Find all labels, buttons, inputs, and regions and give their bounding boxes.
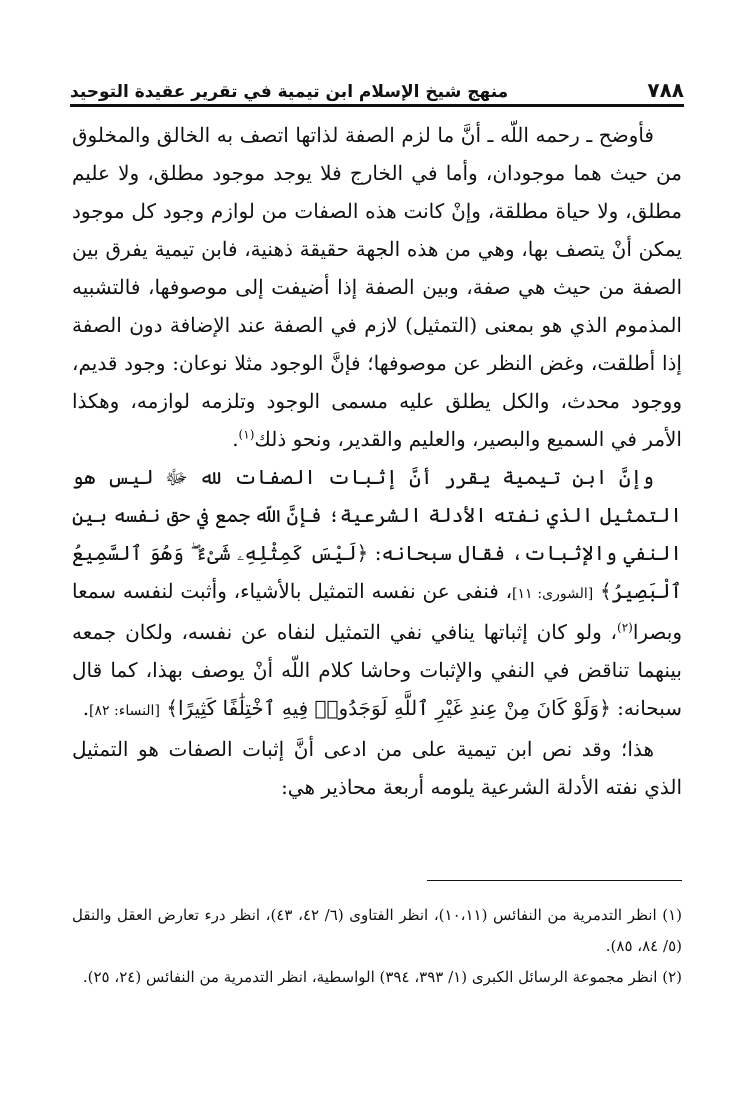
quran-verse-nisa: ﴿وَلَوْ كَانَ مِنْ عِندِ غَيْرِ ٱللَّهِ لَوَجَدُوا۟ فِيهِ ٱخْتِلَٰفًا كَثِيرًا﴾ bbox=[166, 696, 611, 720]
paragraph-1-end: . bbox=[232, 427, 239, 451]
paragraph-1-text: فأوضح ـ رحمه اللّه ـ أنَّ ما لزم الصفة لذاتها اتصف به الخالق والمخلوق من حيث هما موجودان، وأما في الخارج فلا يوجد موجود مطلق، ولا عليم مطلق، ولا حياة مطلقة، وإنْ كانت هذه الصفات من لوازم وجود كل موجود يمكن أنْ يتصف بها، وهي من هذه الجهة حقيقة ذهنية، فابن تيمية يفرق بين الصفة من حيث هي صفة، وبين الصفة إذا أضيفت إلى موصوفها، فالتشبيه المذموم الذي هو بمعنى (التمثيل) لازم في الصفة عند الإضافة دون الصفة إذا أطلقت، وغض النظر عن موصوفها؛ فإنَّ الوجود مثلا نوعان: وجود قديم، ووجود محدث، والكل يطلق عليه مسمى الوجود وتلزمه لوازمه، وهكذا الأمر في السميع والبصير، والعليم والقدير، ونحو ذلك bbox=[72, 123, 683, 451]
footnote-1: (١) انظر التدمرية من النفائس (١٠،١١)، انظر الفتاوى (٦/ ٤٢، ٤٣)، انظر درء تعارض العقل والنقل (٥/ ٨٤، ٨٥). bbox=[72, 906, 683, 955]
footnote-marker-2: (٢) bbox=[617, 620, 633, 635]
paragraph-2-end: . bbox=[82, 696, 90, 720]
verse-reference-shura: [الشورى: ١١] bbox=[512, 586, 594, 602]
paragraph-2-text-b: ، فنفى عن نفسه التمثيل بالأشياء، وأثبت لنفسه سمعا وبصرا bbox=[72, 579, 682, 644]
paragraph-1 bbox=[72, 116, 682, 458]
page-number: ٧٨٨ bbox=[647, 78, 684, 102]
paragraph-2-text-a: وإنَّ ابن تيمية يقرر أنَّ إثبات الصفات لله ﷻ ليس هو التمثيل الذي نفته الأدلة الشرعية؛ فإنَّ اللّه جمع في حق نفسه بين النفي والإثبات، فقال سبحانه: bbox=[72, 465, 683, 565]
paragraph-2 bbox=[72, 458, 682, 730]
footnote-marker-1: (١) bbox=[238, 427, 255, 442]
verse-reference-nisa: [النساء: ٨٢] bbox=[89, 703, 160, 719]
paragraph-3: هذا؛ وقد نص ابن تيمية على من ادعى أنَّ إثبات الصفات هو التمثيل الذي نفته الأدلة الشرعية يلومه أربعة محاذير هي: bbox=[72, 737, 682, 799]
quran-verse-shura: ﴿لَيْسَ كَمِثْلِهِۦ شَىْءٌ ۖ وَهُوَ ٱلسَّمِيعُ ٱلْبَصِيرُ﴾ bbox=[72, 541, 682, 603]
main-text bbox=[72, 116, 682, 806]
footnote-2: (٢) انظر مجموعة الرسائل الكبرى (١/ ٣٩٣، ٣٩٤) الواسطية، انظر التدمرية من النفائس (٢٤، ٢٥). bbox=[82, 968, 682, 986]
footnote-rule bbox=[427, 880, 682, 881]
running-header bbox=[70, 70, 684, 102]
header-rule bbox=[70, 104, 684, 107]
paragraph-2-text-c: ، ولو كان إثباتها ينافي نفي التمثيل لنفاه عن نفسه، ولكان جمعه بينهما تناقض في النفي والإثبات وحاشا كلام اللّه أنْ يوصف بهذا، كما قال سبحانه: bbox=[72, 620, 682, 720]
footnotes bbox=[72, 900, 682, 993]
running-title: منهج شيخ الإسلام ابن تيمية في تقرير عقيدة التوحيد bbox=[70, 82, 509, 102]
